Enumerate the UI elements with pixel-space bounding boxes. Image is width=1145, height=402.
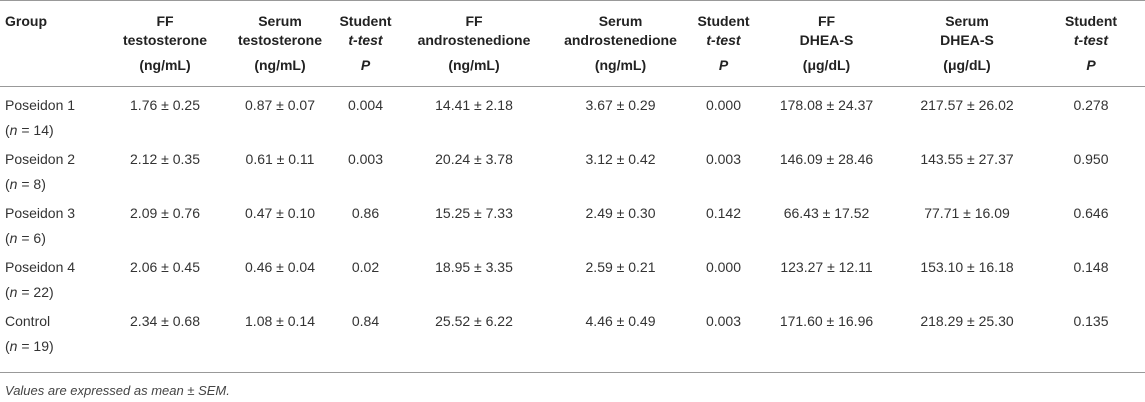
group-n-count: = 19) (17, 338, 54, 354)
table-cell: 0.000 (705, 97, 742, 113)
table-cell: 18.95 ± 3.35 (435, 259, 513, 275)
group-n (5, 175, 99, 194)
table-cell: 0.142 (705, 205, 742, 221)
column-header-line3: P (1086, 57, 1096, 73)
group-n (5, 121, 99, 140)
group-n (5, 337, 99, 356)
column-header-line2: androstenedione (564, 32, 677, 48)
column-header-line1: FF (465, 13, 483, 29)
table-cell: 0.000 (705, 259, 742, 275)
table-cell: 0.003 (705, 151, 742, 167)
table-cell: 4.46 ± 0.49 (585, 313, 656, 329)
group-n-var: n (9, 122, 18, 138)
column-header-line1: Serum (945, 13, 989, 29)
table-cell: 0.02 (351, 259, 380, 275)
group-name: Poseidon 3 (5, 205, 76, 221)
group-n-count: = 22) (17, 284, 54, 300)
table-cell: 0.46 ± 0.04 (245, 259, 315, 275)
table-body (0, 86, 1145, 356)
table-cell: 2.34 ± 0.68 (130, 313, 200, 329)
column-header-line2: testosterone (122, 32, 208, 48)
column-header-line1: FF (817, 13, 836, 29)
column-header-line2: testosterone (237, 32, 323, 48)
table-footnote: Values are expressed as mean ± SEM. (5, 383, 230, 398)
group-cell (0, 248, 103, 302)
header-row (0, 0, 1145, 86)
column-header-7 (756, 0, 897, 86)
column-header-2 (227, 0, 333, 86)
table-cell: 0.950 (1073, 151, 1109, 167)
table-cell: 0.278 (1073, 97, 1109, 113)
column-header-8 (897, 0, 1037, 86)
table-cell: 0.646 (1073, 205, 1109, 221)
table-cell: 1.76 ± 0.25 (130, 97, 200, 113)
table-cell: 66.43 ± 17.52 (783, 205, 870, 221)
column-header-line2: t-test (1073, 32, 1109, 48)
table-cell: 153.10 ± 16.18 (920, 259, 1014, 275)
group-n-count: = 6) (17, 230, 46, 246)
table-cell: 0.135 (1073, 313, 1109, 329)
group-n-var: n (9, 284, 18, 300)
table-cell: 0.84 (351, 313, 380, 329)
group-n (5, 229, 99, 248)
column-header-line3: (ng/mL) (594, 57, 647, 73)
table-cell: 3.67 ± 0.29 (585, 97, 656, 113)
table-cell: 143.55 ± 27.37 (920, 151, 1014, 167)
table-cell: 217.57 ± 26.02 (920, 97, 1014, 113)
group-cell (0, 140, 103, 194)
column-header-line2: DHEA-S (799, 32, 854, 48)
group-cell (0, 86, 103, 140)
column-header-line1: Serum (258, 13, 302, 29)
column-header-4 (398, 0, 550, 86)
column-header-line3: (ng/mL) (139, 57, 191, 73)
table-cell: 0.003 (705, 313, 742, 329)
group-n-prefix: ( (5, 176, 10, 192)
column-header-6 (691, 0, 756, 86)
table-cell: 25.52 ± 6.22 (435, 313, 513, 329)
group-n-var: n (9, 338, 18, 354)
group-n-prefix: ( (5, 230, 10, 246)
table-cell: 2.59 ± 0.21 (585, 259, 656, 275)
column-header-line1: Student (339, 13, 392, 29)
table-row (0, 194, 1145, 248)
column-header-line2: DHEA-S (940, 32, 994, 48)
column-header-line2: t-test (348, 32, 383, 48)
group-name: Poseidon 1 (5, 97, 76, 113)
group-name: Poseidon 4 (5, 259, 76, 275)
group-cell (0, 194, 103, 248)
table-cell: 0.61 ± 0.11 (245, 151, 315, 167)
table-cell: 2.09 ± 0.76 (130, 205, 200, 221)
column-header-line3: P (360, 57, 371, 73)
table-row (0, 302, 1145, 356)
column-header-0 (0, 0, 103, 86)
column-header-line3: (μg/dL) (943, 57, 991, 73)
column-header-3 (333, 0, 398, 86)
table-cell: 178.08 ± 24.37 (779, 97, 874, 113)
column-header-line1: Student (1064, 13, 1118, 29)
column-header-line3: (μg/dL) (802, 57, 851, 73)
group-n-var: n (9, 176, 18, 192)
table-row (0, 86, 1145, 140)
table-cell: 77.71 ± 16.09 (924, 205, 1010, 221)
table-cell: 1.08 ± 0.14 (245, 313, 315, 329)
table-cell: 2.12 ± 0.35 (130, 151, 200, 167)
group-n-count: = 14) (17, 122, 54, 138)
group-n-var: n (9, 230, 18, 246)
table-cell: 20.24 ± 3.78 (435, 151, 513, 167)
table-cell: 15.25 ± 7.33 (435, 205, 513, 221)
table-cell: 2.06 ± 0.45 (130, 259, 200, 275)
table-cell: 0.86 (351, 205, 380, 221)
bottom-rule (0, 372, 1145, 373)
column-header-line1: FF (156, 13, 174, 29)
column-header-line1: Serum (598, 13, 643, 29)
column-header-line3: (ng/mL) (448, 57, 500, 73)
group-name: Poseidon 2 (5, 151, 76, 167)
table-row (0, 248, 1145, 302)
table-row (0, 140, 1145, 194)
column-header-line1: Student (697, 13, 750, 29)
column-header-5 (550, 0, 691, 86)
group-n (5, 283, 99, 302)
group-n-prefix: ( (5, 338, 10, 354)
header-rule (0, 86, 1145, 87)
column-header-line2: t-test (706, 32, 741, 48)
table-cell: 0.87 ± 0.07 (245, 97, 315, 113)
table-cell: 0.47 ± 0.10 (245, 205, 315, 221)
table-cell: 0.148 (1073, 259, 1109, 275)
column-header-1 (103, 0, 227, 86)
column-header-line3: P (718, 57, 729, 73)
column-header-line2: androstenedione (417, 32, 531, 48)
table-cell: 123.27 ± 12.11 (780, 259, 873, 275)
group-cell (0, 302, 103, 356)
table-cell: 0.003 (347, 151, 384, 167)
group-n-prefix: ( (5, 122, 10, 138)
group-n-count: = 8) (17, 176, 46, 192)
table-cell: 171.60 ± 16.96 (779, 313, 874, 329)
table-cell: 2.49 ± 0.30 (585, 205, 656, 221)
table-cell: 218.29 ± 25.30 (920, 313, 1014, 329)
group-name: Control (5, 313, 51, 329)
table-cell: 0.004 (347, 97, 384, 113)
table-cell: 3.12 ± 0.42 (585, 151, 656, 167)
column-header-9 (1037, 0, 1145, 86)
column-header-line1: Group (5, 13, 47, 29)
table-cell: 146.09 ± 28.46 (779, 151, 874, 167)
group-n-prefix: ( (5, 284, 10, 300)
table-cell: 14.41 ± 2.18 (435, 97, 513, 113)
column-header-line3: (ng/mL) (254, 57, 306, 73)
